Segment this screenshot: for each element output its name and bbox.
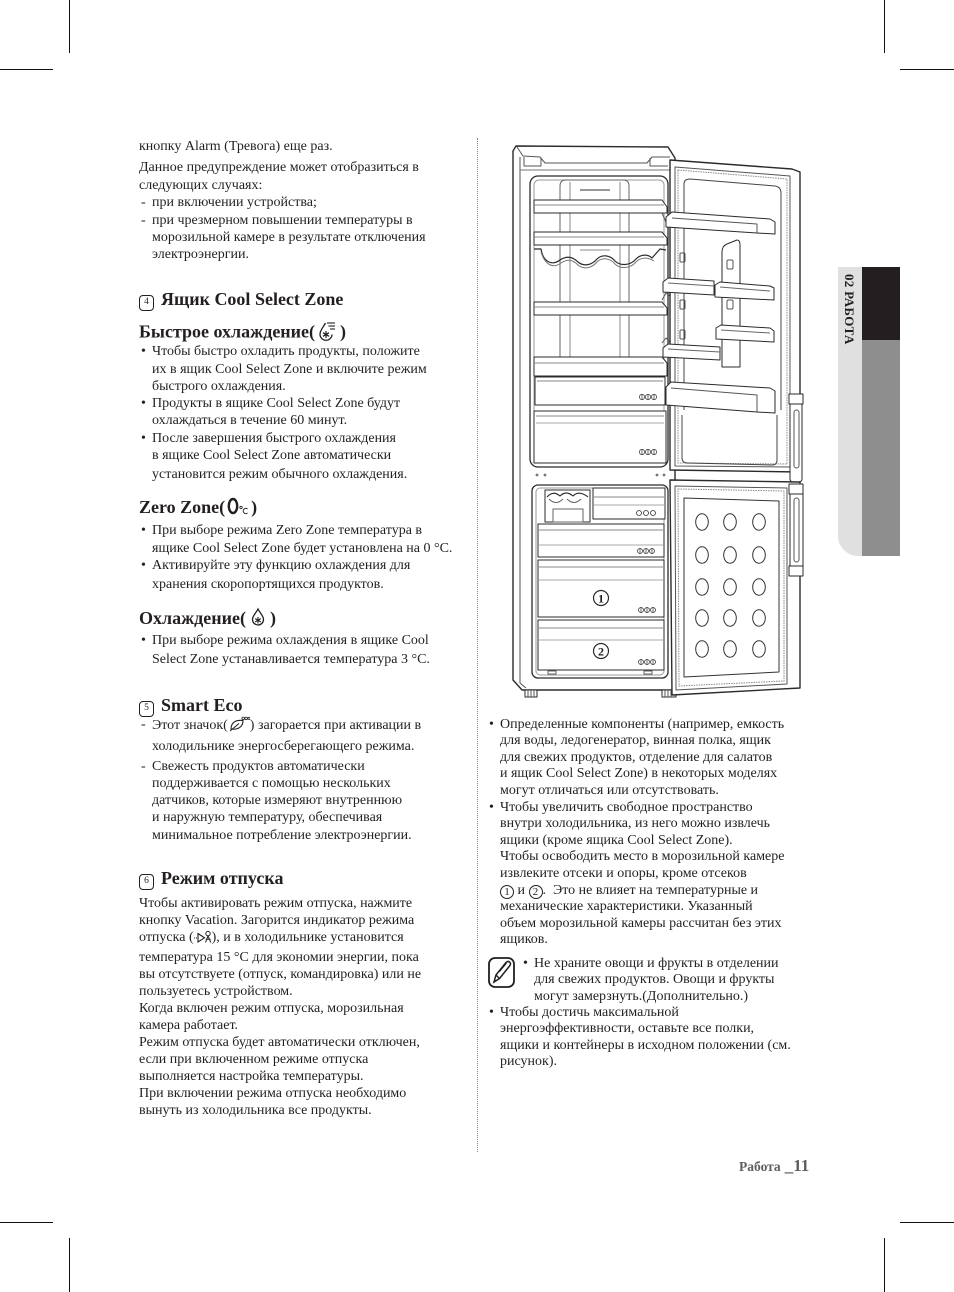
note-pencil-icon (488, 957, 515, 993)
crop-mark (69, 1238, 70, 1292)
text-line: охлаждаться в течение 60 минут. (152, 413, 348, 429)
text-line: могут замерзнуть.(Дополнительно.) (534, 988, 749, 1004)
text-line (139, 929, 421, 949)
text-line: внутри холодильника, из него можно извлечь (500, 816, 771, 832)
warning-cases-block (139, 159, 469, 263)
text-line (152, 716, 421, 737)
text-line: вы отсутствуете (отпуск, командировка) или не (139, 966, 422, 982)
section-heading-cool-select-zone (139, 288, 343, 311)
bottle-holder (722, 240, 740, 367)
text-line: энергоэффективности, оставьте все полки, (500, 1021, 755, 1037)
text-line: минимальное потребление электроэнергии. (152, 827, 412, 843)
text-line: • Активируйте эту функцию охлаждения для (152, 557, 411, 573)
text-line: Чтобы освободить место в морозильной камере (500, 849, 785, 865)
vegetable-drawer (535, 377, 665, 405)
list-item (139, 212, 469, 264)
cooling-bullets (139, 632, 430, 668)
section-heading-vacation-mode (139, 867, 283, 890)
text-line: если при включенном режиме отпуска (139, 1051, 369, 1067)
subheading-text-end: ) (269, 608, 276, 628)
column-divider (477, 138, 478, 1152)
crop-mark (0, 1222, 53, 1223)
note-item (521, 956, 779, 1006)
text-line: объем морозильной камеры рассчитан без этих (500, 915, 782, 931)
text-before-icon: Этот значок( (152, 718, 228, 734)
text-line: камера работает. (139, 1017, 239, 1033)
chapter-tab-strip (862, 340, 900, 556)
text-after-icon: ), и в холодильнике установится (211, 929, 404, 945)
text-line: выполняется настройка температуры. (139, 1068, 364, 1084)
subheading-text: Быстрое охлаждение( (139, 321, 316, 342)
text-line: холодильнике энергосберегающего режима. (152, 738, 415, 754)
text-line: Select Zone устанавливается температура 3 °C. (152, 652, 430, 668)
crop-mark (884, 1238, 885, 1292)
text-line: - при чрезмерном повышении температуры в (152, 212, 413, 228)
text-line: их в ящик Cool Select Zone и включите режим (152, 361, 427, 377)
text-line: При включении режима отпуска необходимо (139, 1085, 407, 1101)
text-line: кнопку Alarm (Тревога) еще раз. (139, 139, 333, 154)
list-item (487, 800, 784, 949)
list-item (139, 758, 421, 844)
text-line: электроэнергии. (152, 247, 249, 263)
text-line: кнопку Vacation. Загорится индикатор режима (139, 912, 415, 928)
text-line: быстрого охлаждения. (152, 378, 286, 394)
zero-degree-icon (226, 496, 250, 521)
text-line: • Чтобы быстро охладить продукты, положите (152, 344, 420, 360)
drawer-rail-icon (639, 449, 656, 454)
list-item (487, 1005, 791, 1071)
subheading-text-end: ) (340, 321, 347, 342)
circled-number-2: 2 (529, 885, 543, 899)
conjunction: и (514, 882, 529, 898)
text-line: • Не храните овощи и фрукты в отделении (534, 955, 779, 971)
door-bin-half (663, 278, 714, 295)
text-line: • При выборе режима Zero Zone температура в (152, 523, 423, 539)
drawer-rail-icon (638, 549, 655, 554)
section-number-badge: 6 (139, 874, 154, 890)
energy-efficiency-note (487, 1005, 791, 1071)
freezer-top-drawer (593, 488, 665, 519)
cooling-icon (249, 607, 267, 632)
section-number-badge: 5 (139, 701, 154, 717)
chapter-tab-label: 02 РАБОТА (842, 274, 857, 345)
section-heading-smart-eco (139, 694, 242, 717)
crop-mark (900, 1222, 954, 1223)
crop-mark (0, 69, 53, 70)
vacation-icon (194, 930, 212, 949)
freezer-door (670, 480, 800, 695)
text-after-circled: . Это не влияет на температурные и (542, 882, 759, 898)
text-line: Когда включен режим отпуска, морозильная (139, 1000, 404, 1016)
subheading-text: Охлаждение( (139, 608, 246, 628)
drawer-rail-icon (639, 660, 656, 665)
freezer-drawer (538, 524, 664, 557)
cool-select-zone-drawer (534, 411, 666, 463)
text-line: в ящике Cool Select Zone автоматически (152, 448, 392, 464)
door-bin-half (663, 344, 720, 360)
text-line: для свежих продуктов. Овощи и фрукты (534, 972, 775, 988)
text-line: • Чтобы увеличить свободное пространство (500, 799, 753, 815)
drawer-rail-icon (639, 394, 656, 399)
text-line: рисунок). (500, 1054, 557, 1070)
text-line: Данное предупреждение может отобразиться в (139, 160, 419, 176)
text-line: датчиков, которые измеряют внутреннюю (152, 793, 403, 809)
text-after-icon: ) загорается при активации в (249, 718, 422, 734)
freezer-drawer-1 (538, 560, 664, 617)
note-box (521, 956, 779, 1006)
subheading-text-end: ) (251, 497, 258, 517)
footer-section-name: Работа (739, 1159, 781, 1174)
text-line: • Определенные компоненты (например, емкость (500, 716, 785, 732)
list-item (139, 395, 427, 430)
text-line: морозильной камере в результате отключения (152, 229, 426, 245)
list-item (139, 716, 421, 754)
list-item (139, 557, 452, 593)
text-line: пользуетесь устройством. (139, 983, 293, 999)
text-line (500, 883, 784, 900)
section-title: Режим отпуска (161, 868, 284, 888)
crop-mark (884, 0, 885, 53)
page-number: _11 (784, 1156, 810, 1175)
crop-mark (900, 69, 954, 70)
refrigerator-illustration (505, 140, 810, 705)
text-line: ящиков. (500, 932, 548, 948)
text-line: вынуть из холодильника все продукты. (139, 1102, 372, 1118)
list-item (139, 632, 430, 668)
text-line: для воды, ледогенератор, винная полка, ящик (500, 733, 771, 749)
fast-cooling-bullets (139, 343, 427, 483)
section-title: Smart Eco (161, 695, 243, 715)
text-line: Чтобы активировать режим отпуска, нажмите (139, 895, 413, 911)
text-before-icon: отпуска ( (139, 929, 194, 945)
door-hinge (789, 394, 803, 482)
text-line: следующих случаях: (139, 177, 263, 193)
list-item (139, 343, 427, 395)
text-line: - при включении устройства; (152, 195, 317, 211)
subheading-text: Zero Zone( (139, 497, 226, 517)
text-line: Режим отпуска будет автоматически отключен, (139, 1034, 420, 1050)
text-line: • Продукты в ящике Cool Select Zone будут (152, 396, 401, 412)
page-footer (739, 1156, 809, 1176)
chapter-tab-marker (862, 267, 900, 340)
text-line: ящики (кроме ящика Cool Select Zone). (500, 832, 733, 848)
drawer-rail-icon (639, 608, 656, 613)
freezer-drawer-2 (538, 620, 664, 670)
freezer-door-handle (789, 484, 803, 576)
circled-number-1: 1 (500, 885, 514, 899)
note-icon-wrapper (488, 957, 515, 993)
text-line: ящики и контейнеры в исходном положении (см. (500, 1037, 791, 1053)
continued-line (139, 138, 333, 155)
list-item (139, 194, 469, 211)
list-item (487, 717, 784, 800)
text-line: установится режим обычного охлаждения. (152, 466, 408, 482)
text-line: хранения скоропортящихся продуктов. (152, 576, 384, 592)
text-line: механические характеристики. Указанный (500, 899, 753, 915)
text-line: • При выборе режима охлаждения в ящике Cool (152, 633, 429, 649)
text-line: - Свежесть продуктов автоматически (152, 758, 365, 774)
subheading-zero-zone (139, 496, 257, 521)
smart-eco-items (139, 716, 421, 843)
list-item (139, 522, 452, 557)
section-title: Ящик Cool Select Zone (161, 289, 344, 309)
text-line: извлеките отсеки и опоры, кроме отсеков (500, 866, 747, 882)
text-line: поддерживается с помощью нескольких (152, 775, 391, 791)
crop-mark (69, 0, 70, 53)
zero-zone-bullets (139, 522, 452, 593)
text-line: для свежих продуктов, отделение для салатов (500, 749, 773, 765)
components-notes (487, 717, 784, 949)
text-line: могут отличаться или отсутствовать. (500, 783, 719, 799)
glass-shelf (534, 232, 667, 245)
door-bin-half (716, 325, 774, 342)
text-line: • Чтобы достичь максимальной (500, 1004, 679, 1020)
text-line: температура 15 °C для экономии энергии, пока (139, 949, 419, 965)
drawer-label-2: 2 (598, 644, 604, 659)
ice-maker (545, 490, 590, 522)
eco-icon (228, 716, 250, 737)
leveling-feet (525, 690, 676, 697)
list-item (139, 430, 427, 483)
section-number-badge: 4 (139, 295, 154, 311)
vacation-mode-paragraph (139, 895, 421, 1119)
text-line: и наружную температуру, обеспечивая (152, 810, 383, 826)
text-line: ящике Cool Select Zone будет установлена на 0 °C. (152, 540, 453, 556)
text-line: и ящик Cool Select Zone) в некоторых моделях (500, 766, 778, 782)
drawer-label-1: 1 (598, 591, 604, 606)
subheading-cooling (139, 607, 276, 632)
text-line: • После завершения быстрого охлаждения (152, 430, 396, 446)
